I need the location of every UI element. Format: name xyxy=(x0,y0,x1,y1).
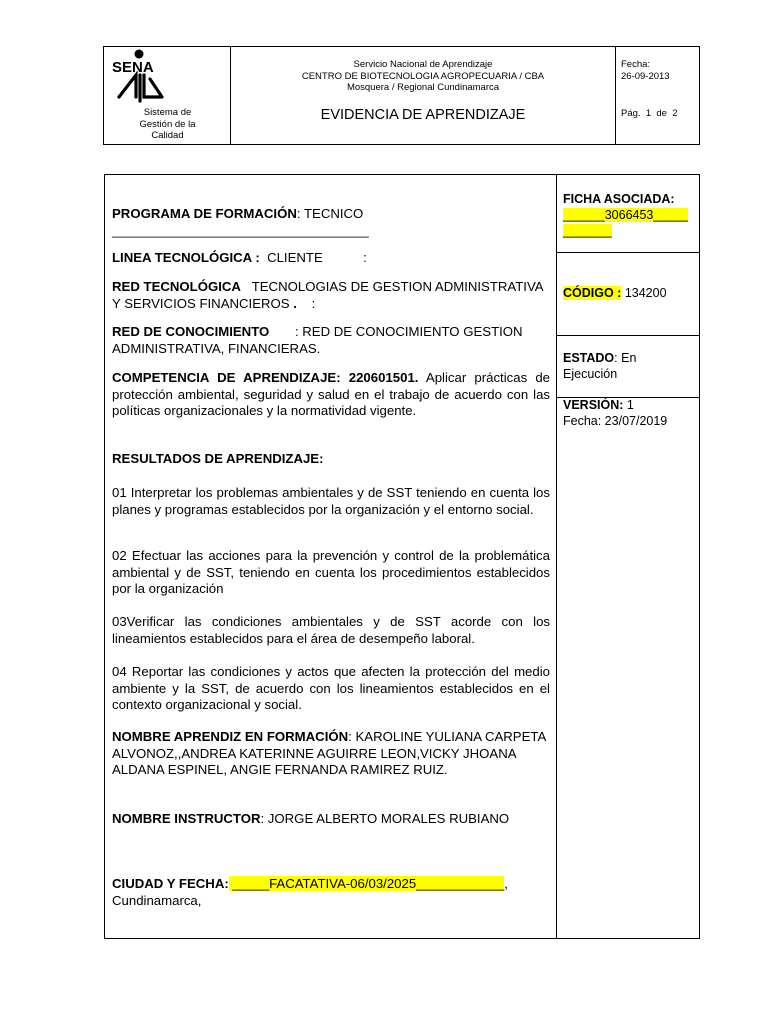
logo-caption xyxy=(104,107,231,142)
competencia: COMPETENCIA DE APRENDIZAJE: 220601501. Aplicar prácticas de protección ambiental, seguridad y salud en el trabajo de acuerdo con las políticas organizacionales y la normatividad vigente. xyxy=(112,370,551,418)
codigo: CÓDIGO : 134200 xyxy=(563,286,667,300)
version: VERSIÓN: 1 Fecha: 23/07/2019 xyxy=(563,398,668,428)
nombre-aprendiz: NOMBRE APRENDIZ EN FORMACIÓN: KAROLINE YULIANA CARPETA ALVONOZ,,ANDREA KATERINNE AGUIRRE LEON,VICKY JHOANA ALDANA ESPINEL, ANGIE FERNANDA RAMIREZ RUIZ. xyxy=(112,729,546,777)
logo-cell xyxy=(104,47,231,144)
cell-divider xyxy=(557,252,699,253)
red-conocimiento: RED DE CONOCIMIENTO : RED DE CONOCIMIENTO GESTION ADMINISTRATIVA, FINANCIERAS. xyxy=(112,324,526,356)
estado: ESTADO: En Ejecución xyxy=(563,351,637,381)
document-header xyxy=(103,46,700,145)
programa-formacion: PROGRAMA DE FORMACIÓN: TECNICO ___________________________________ xyxy=(112,206,369,238)
ciudad-region: Cundinamarca, xyxy=(112,892,202,908)
fecha-value: 26-09-2013 xyxy=(621,71,670,82)
ciudad-fecha-value: _____FACATATIVA-06/03/2025____________ xyxy=(228,876,505,891)
fecha-label: Fecha: xyxy=(621,59,651,70)
ficha-asociada: FICHA ASOCIADA: ______3066453_____ _______ xyxy=(563,192,689,238)
document-title: EVIDENCIA DE APRENDIZAJE xyxy=(320,107,526,123)
logo-caption-line: Gestión de la xyxy=(139,118,196,130)
institution-cell xyxy=(231,47,616,144)
ficha-value: ______3066453_____ xyxy=(563,208,689,222)
institution-line: Mosquera / Regional Cundinamarca xyxy=(346,82,500,93)
logo-caption-line: Calidad xyxy=(151,130,184,141)
evidence-table xyxy=(104,174,700,939)
cell-divider xyxy=(557,335,699,336)
resultado-item: 03Verificar las condiciones ambientales y de SST acorde con los lineamientos establecidos para el área de desempeño laboral. xyxy=(112,614,550,646)
page-number: Pág. 1 de 2 xyxy=(621,108,678,119)
institution-line: Servicio Nacional de Aprendizaje xyxy=(353,59,493,70)
institution-line: CENTRO DE BIOTECNOLOGIA AGROPECUARIA / CBA xyxy=(301,70,545,82)
ciudad-fecha: CIUDAD Y FECHA: _____FACATATIVA-06/03/2025____________, Cundinamarca, xyxy=(112,876,508,908)
resultado-item: 04 Reportar las condiciones y actos que afecten la protección del medio ambiente y la SST, de acuerdo con los lineamientos establecidos en el contexto organizacional y social. xyxy=(112,664,550,712)
institution-info xyxy=(231,59,615,94)
evidence-details xyxy=(105,175,557,938)
red-tecnologica: RED TECNOLÓGICA TECNOLOGIAS DE GESTION ADMINISTRATIVA Y SERVICIOS FINANCIEROS . : xyxy=(112,279,547,311)
linea-tecnologica: LINEA TECNOLÓGICA : CLIENTE : xyxy=(112,250,367,265)
resultados-heading: RESULTADOS DE APRENDIZAJE: xyxy=(112,451,324,466)
resultado-item: 01 Interpretar los problemas ambientales y de SST teniendo en cuenta los planes y programas establecidos por la organización y el entorno social. xyxy=(112,485,550,517)
logo-caption-line: Sistema de xyxy=(143,107,192,118)
ficha-value-cont: _______ xyxy=(563,224,612,238)
date-page-cell xyxy=(616,47,699,144)
record-metadata xyxy=(557,175,699,938)
nombre-instructor: NOMBRE INSTRUCTOR: JORGE ALBERTO MORALES RUBIANO xyxy=(112,811,510,826)
resultado-item: 02 Efectuar las acciones para la prevención y control de la problemática ambiental y de SST, teniendo en cuenta los procedimientos establecidos por la organización xyxy=(112,548,550,596)
sena-logo-icon xyxy=(112,49,182,107)
logo-word: SENA xyxy=(112,59,154,76)
version-fecha: Fecha: 23/07/2019 xyxy=(563,414,668,428)
programa-line: ___________________________________ xyxy=(112,222,369,238)
